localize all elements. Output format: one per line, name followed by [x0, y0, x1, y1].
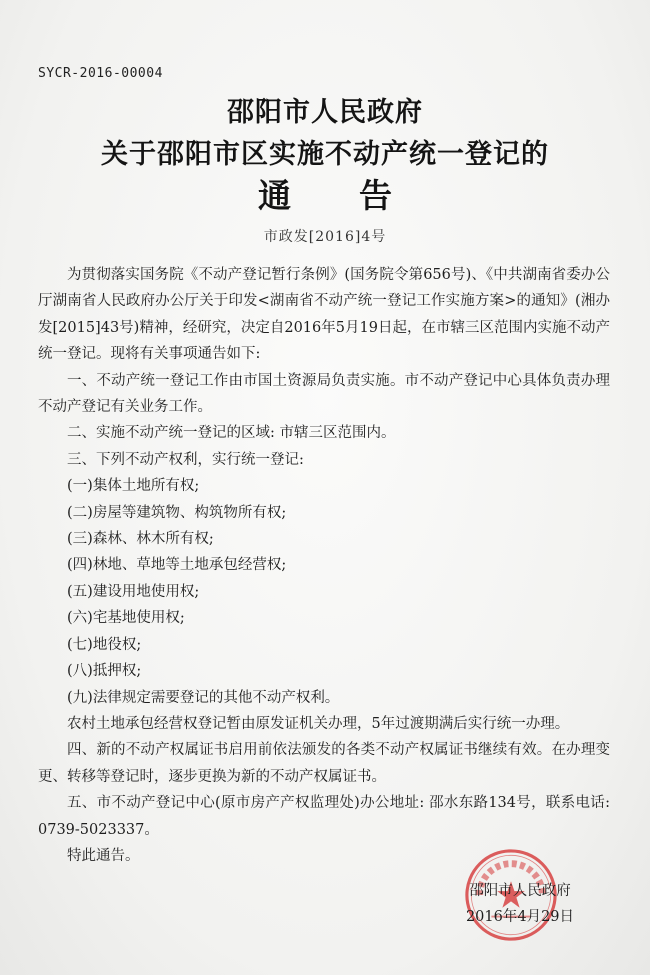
title-notice-char-1: 通 — [258, 176, 291, 215]
list-item: (九)法律规定需要登记的其他不动产权利。 — [67, 689, 340, 706]
list-item: (八)抵押权; — [67, 663, 142, 680]
list-item: (七)地役权; — [67, 636, 142, 653]
list-item: (六)宅基地使用权; — [67, 610, 185, 627]
paragraph-intro: 为贯彻落实国务院《不动产登记暂行条例》(国务院令第656号)、《中共湖南省委办公厅湖南省人民政府办公厅关于印发<湖南省不动产统一登记工作实施方案>的通知》(湘办发[2015]43号)精神，经研究，决定自2016年5月19日起，在市辖三区范围内实施不动产统一登记。现将有关事项通告如下: — [38, 267, 610, 363]
signature-block — [430, 878, 610, 930]
title-issuer: 邵阳市人民政府 — [227, 97, 423, 128]
signature-date: 2016年4月29日 — [465, 909, 575, 925]
signature-organization: 邵阳市人民政府 — [469, 883, 571, 899]
list-item: (一)集体土地所有权; — [67, 478, 200, 495]
paragraph-1: 一、不动产统一登记工作由市国土资源局负责实施。市不动产登记中心具体负责办理不动产登记有关业务工作。 — [38, 372, 610, 416]
document-body — [38, 262, 610, 869]
paragraph-transition: 农村土地承包经营权登记暂由原发证机关办理，5年过渡期满后实行统一办理。 — [67, 715, 570, 732]
list-item: (二)房屋等建筑物、构筑物所有权; — [67, 504, 287, 521]
title-notice-char-2: 告 — [359, 176, 392, 215]
paragraph-5: 五、市不动产登记中心(原市房产产权监理处)办公地址: 邵水东路134号，联系电话: 0739-5023337。 — [38, 795, 610, 838]
paragraph-4: 四、新的不动产权属证书启用前依法颁发的各类不动产权属证书继续有效。在办理变更、转移等登记时，逐步更换为新的不动产权属证书。 — [38, 742, 610, 785]
list-item: (五)建设用地使用权; — [67, 583, 200, 600]
title-notice — [0, 170, 650, 217]
list-item: (三)森林、林木所有权; — [67, 531, 214, 548]
list-item: (四)林地、草地等土地承包经营权; — [67, 557, 287, 574]
document-code: SYCR-2016-00004 — [38, 66, 163, 81]
document-number: 市政发[2016]4号 — [263, 229, 387, 245]
paragraph-closing: 特此通告。 — [67, 847, 140, 864]
title-subject: 关于邵阳市区实施不动产统一登记的 — [101, 139, 549, 170]
paragraph-2: 二、实施不动产统一登记的区域: 市辖三区范围内。 — [67, 425, 396, 442]
paragraph-3: 三、下列不动产权利，实行统一登记: — [67, 451, 304, 468]
